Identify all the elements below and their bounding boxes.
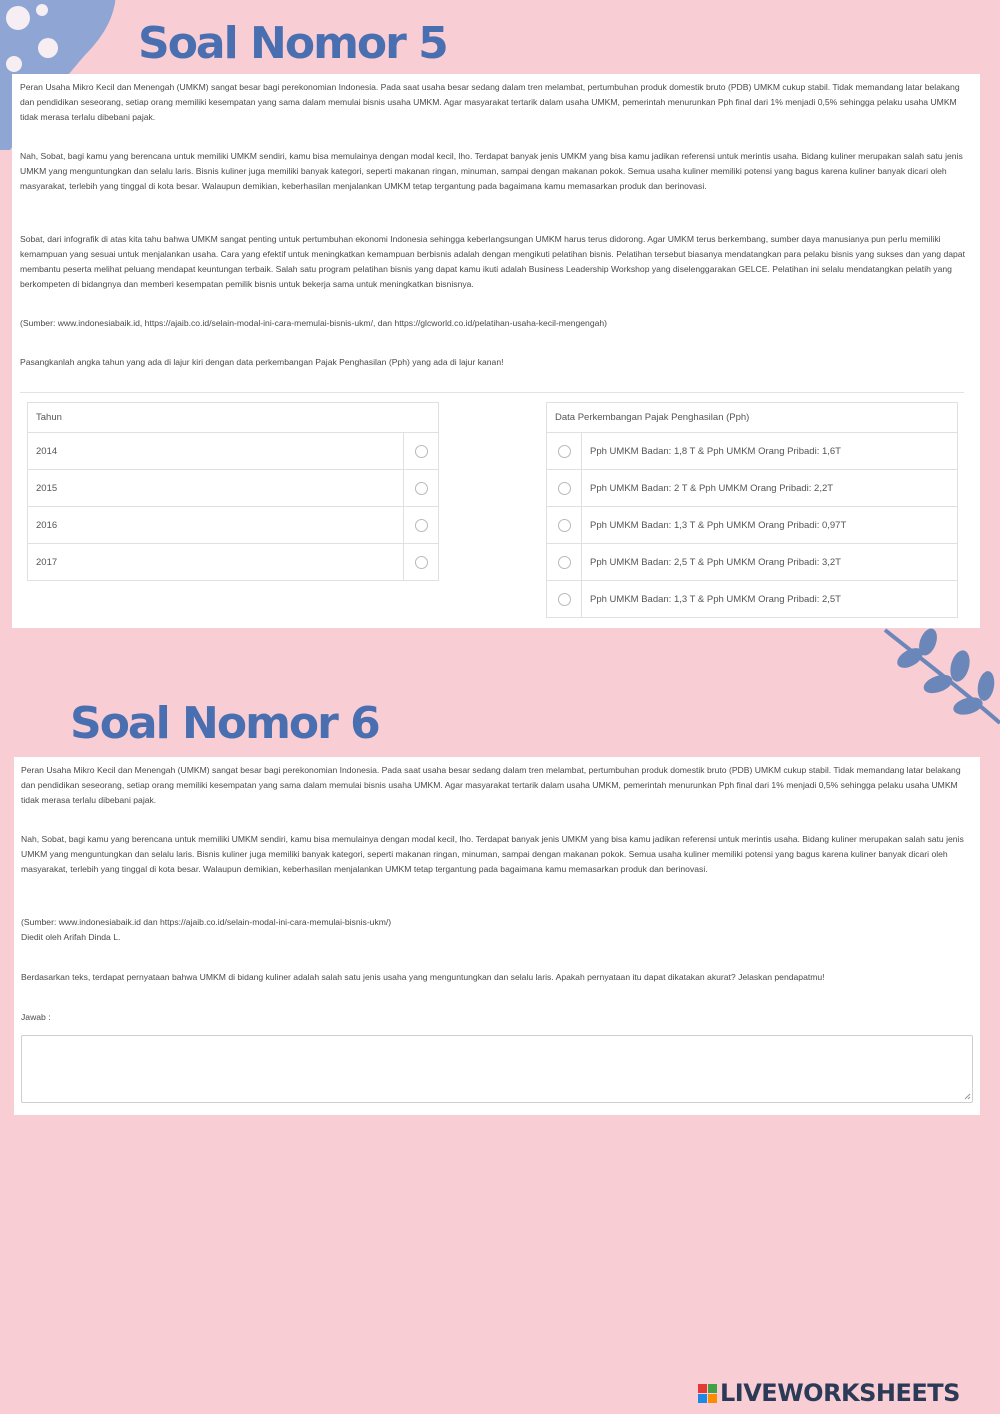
match-radio-left[interactable] [415,445,428,458]
year-label: 2016 [28,507,404,544]
paragraph-2: Nah, Sobat, bagi kamu yang berencana untuk memiliki UMKM sendiri, kamu bisa memulainya dengan modal kecil, lho. Terdapat banyak jenis UMKM yang bisa kamu jadikan referensi untuk merintis usaha. Bidang kuliner merupakan salah satu jenis UMKM yang menguntungkan dan selalu laris. Bisnis kuliner juga memiliki banyak kategori, seperti makanan ringan, minuman, sampai dengan makanan pokok. Semua usaha kuliner memiliki potensi yang bagus karena kuliner banyak dicari oleh masyarakat, terlebih yang tinggal di kota besar. Walaupun demikian, keberhasilan menjalankan UMKM tetap tergantung pada bagaimana kamu memasarkan produk dan berinovasi. [21,834,964,874]
logo-letter [708,1394,717,1403]
logo-mark-icon [698,1384,717,1403]
tax-data-label: Pph UMKM Badan: 2 T & Pph UMKM Orang Pribadi: 2,2T [582,470,958,507]
section-6-title: Soal Nomor 6 [70,698,379,749]
logo-letter [698,1394,707,1403]
tax-row [547,433,958,470]
question-6-card [14,757,980,1115]
logo-text: LIVEWORKSHEETS [720,1379,960,1407]
paragraph-3: Sobat, dari infografik di atas kita tahu bahwa UMKM sangat penting untuk pertumbuhan ekonomi Indonesia sehingga keberlangsungan UMKM harus terus didorong. Agar UMKM terus berkembang, sumber daya manusianya pun perlu memiliki kemampuan yang sesuai untuk menjalankan usaha. Cara yang efektif untuk meningkatkan kemampuan berbisnis adalah dengan mengikuti pelatihan bisnis. Pelatihan tersebut biasanya mendatangkan para pelaku bisnis yang sukses dan yang dapat membantu peserta melihat peluang mendapat keuntungan terbaik. Salah satu program pelatihan bisnis yang dapat kamu ikuti adalah Business Leadership Workshop yang diselenggarakan GELCE. Pelatihan ini selalu mendatangkan pelatih yang berkompeten di bidangnya dan memberi kesempatan pemilik bisnis untuk bekerja sama untuk meningkatkan bisnisnya. [20,234,965,289]
tax-data-label: Pph UMKM Badan: 1,8 T & Pph UMKM Orang Pribadi: 1,6T [582,433,958,470]
divider [20,392,964,393]
paragraph-2: Nah, Sobat, bagi kamu yang berencana untuk memiliki UMKM sendiri, kamu bisa memulainya dengan modal kecil, lho. Terdapat banyak jenis UMKM yang bisa kamu jadikan referensi untuk merintis usaha. Bidang kuliner merupakan salah satu jenis UMKM yang menguntungkan dan selalu laris. Bisnis kuliner juga memiliki banyak kategori, seperti makanan ringan, minuman, sampai dengan makanan pokok. Semua usaha kuliner memiliki potensi yang bagus karena kuliner banyak dicari oleh masyarakat, terlebih yang tinggal di kota besar. Walaupun demikian, keberhasilan menjalankan UMKM tetap tergantung pada bagaimana kamu memasarkan produk dan berinovasi. [20,151,963,191]
logo-letter [698,1384,707,1393]
liveworksheets-logo [698,1379,960,1407]
tax-row [547,544,958,581]
answer-textarea[interactable] [21,1035,973,1103]
year-label: 2017 [28,544,404,581]
year-label: 2015 [28,470,404,507]
paragraph-1: Peran Usaha Mikro Kecil dan Menengah (UMKM) sangat besar bagi perekonomian Indonesia. Pada saat usaha besar sedang dalam tren melambat, pertumbuhan produk domestik bruto (PDB) UMKM cukup stabil. Tidak memandang latar belakang dan pendidikan seseorang, setiap orang memiliki kesempatan yang sama dalam memulai bisnis usaha UMKM. Agar masyarakat tertarik dalam usaha UMKM, pemerintah menurunkan Pph final dari 1% menjadi 0,5% sehingga pelaku usaha UMKM tidak merasa terlalu dibebani pajak. [20,82,960,122]
match-radio-left[interactable] [415,519,428,532]
year-row [28,470,439,507]
match-radio-left[interactable] [415,482,428,495]
section-5-title: Soal Nomor 5 [138,18,447,69]
source-citation: (Sumber: www.indonesiabaik.id dan https://ajaib.co.id/selain-modal-ini-cara-memulai-bisnis-ukm/) [21,917,392,927]
year-column-header: Tahun [28,403,439,433]
tax-data-label: Pph UMKM Badan: 1,3 T & Pph UMKM Orang Pribadi: 0,97T [582,507,958,544]
year-row [28,544,439,581]
editor-credit: Diedit oleh Arifah Dinda L. [21,932,121,942]
match-radio-right[interactable] [558,519,571,532]
year-row [28,433,439,470]
instruction-text: Pasangkanlah angka tahun yang ada di lajur kiri dengan data perkembangan Pajak Penghasilan (Pph) yang ada di lajur kanan! [20,357,504,367]
tax-data-label: Pph UMKM Badan: 1,3 T & Pph UMKM Orang Pribadi: 2,5T [582,581,958,618]
paragraph-1: Peran Usaha Mikro Kecil dan Menengah (UMKM) sangat besar bagi perekonomian Indonesia. Pada saat usaha besar sedang dalam tren melambat, pertumbuhan produk domestik bruto (PDB) UMKM cukup stabil. Tidak memandang latar belakang dan pendidikan seseorang, setiap orang memiliki kesempatan yang sama dalam memulai bisnis usaha UMKM. Agar masyarakat tertarik dalam usaha UMKM, pemerintah menurunkan Pph final dari 1% menjadi 0,5% sehingga pelaku usaha UMKM tidak merasa terlalu dibebani pajak. [21,765,961,805]
match-radio-left[interactable] [415,556,428,569]
match-radio-right[interactable] [558,445,571,458]
tax-data-label: Pph UMKM Badan: 2,5 T & Pph UMKM Orang Pribadi: 3,2T [582,544,958,581]
match-radio-right[interactable] [558,482,571,495]
source-citation: (Sumber: www.indonesiabaik.id, https://ajaib.co.id/selain-modal-ini-cara-memulai-bisnis-ukm/, dan https://glcworld.co.id/pelatihan-usaha-kecil-mengengah) [20,318,608,328]
match-radio-right[interactable] [558,556,571,569]
resize-grip-icon[interactable] [964,1093,971,1100]
answer-label: Jawab : [21,1012,51,1022]
tax-data-column-table [546,402,958,618]
question-5-card [12,74,980,628]
logo-letter [708,1384,717,1393]
year-row [28,507,439,544]
tax-row [547,581,958,618]
match-radio-right[interactable] [558,593,571,606]
tax-row [547,507,958,544]
tax-column-header: Data Perkembangan Pajak Penghasilan (Pph) [547,403,958,433]
tax-row [547,470,958,507]
year-label: 2014 [28,433,404,470]
question-text: Berdasarkan teks, terdapat pernyataan bahwa UMKM di bidang kuliner adalah salah satu jenis usaha yang menguntungkan dan selalu laris. Apakah pernyataan itu dapat dikatakan akurat? Jelaskan pendapatmu! [21,972,825,982]
decorative-leaf-branch [880,628,1000,728]
year-column-table [27,402,439,581]
